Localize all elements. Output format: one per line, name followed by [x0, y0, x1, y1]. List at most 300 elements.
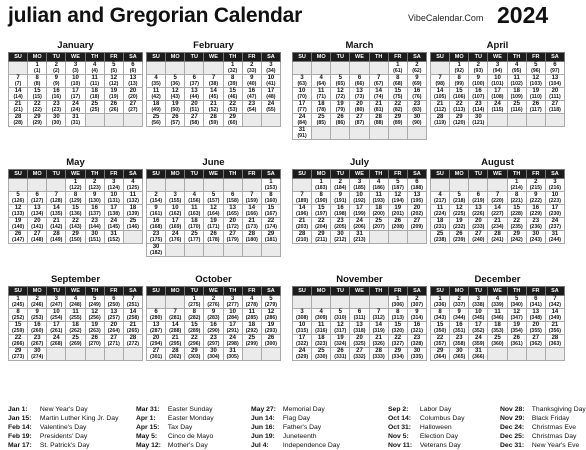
julian-day-number: (47)	[247, 94, 257, 100]
month-table	[292, 169, 427, 244]
holiday-date: Dec 25:	[500, 433, 525, 440]
weekday-header: MO	[166, 287, 185, 296]
day-number: 29	[436, 348, 444, 354]
weekday-header: TU	[185, 170, 204, 179]
day-number: 6	[357, 75, 362, 81]
day-number: 24	[298, 348, 306, 354]
day-cell	[223, 75, 242, 88]
holiday-item	[388, 414, 464, 423]
day-number: 14	[210, 88, 217, 94]
year-label: 2024	[497, 2, 549, 28]
day-cell	[350, 218, 369, 231]
weekday-header: FR	[388, 287, 407, 296]
day-number: 8	[269, 192, 273, 198]
day-cell	[261, 205, 280, 218]
julian-day-number: (227)	[491, 211, 504, 217]
julian-day-number: (104)	[548, 81, 561, 87]
day-number: 16	[413, 322, 421, 328]
day-cell	[147, 244, 166, 257]
day-cell	[9, 322, 28, 335]
day-cell	[450, 62, 469, 75]
weekday-header: SA	[261, 170, 280, 179]
day-cell	[47, 296, 66, 309]
day-cell	[388, 75, 407, 88]
holiday-item	[8, 423, 118, 432]
day-number: 7	[376, 309, 381, 315]
julian-day-number: (268)	[50, 341, 63, 347]
holiday-name: Cinco de Mayo	[166, 433, 214, 440]
holiday-name: Mother's Day	[166, 442, 208, 449]
julian-day-number: (341)	[529, 302, 542, 308]
julian-day-number: (92)	[454, 68, 464, 74]
day-number: 30	[53, 114, 60, 120]
holiday-date: Jun 19:	[251, 433, 275, 440]
julian-day-number: (271)	[107, 341, 120, 347]
day-number: 11	[494, 309, 501, 315]
day-number: 17	[298, 335, 306, 341]
day-number: 4	[131, 179, 135, 185]
julian-day-number: (362)	[529, 341, 542, 347]
day-cell	[147, 348, 166, 361]
day-cell	[261, 88, 280, 101]
day-number: 1	[230, 62, 235, 68]
day-number: 16	[210, 322, 217, 328]
weekday-header: MO	[28, 287, 47, 296]
day-cell	[545, 296, 564, 309]
julian-day-number: (28)	[13, 120, 23, 126]
day-cell	[369, 348, 388, 361]
day-number: 4	[250, 296, 254, 302]
weekday-header: WE	[66, 170, 85, 179]
julian-day-number: (75)	[393, 94, 403, 100]
day-number: 20	[129, 88, 137, 94]
julian-day-number: (120)	[453, 120, 466, 126]
day-cell	[293, 322, 312, 335]
julian-day-number: (114)	[472, 107, 485, 113]
empty-day-cell	[185, 62, 204, 75]
julian-day-number: (349)	[548, 315, 561, 321]
day-number: 29	[394, 348, 402, 354]
day-cell	[293, 218, 312, 231]
day-number: 6	[112, 296, 116, 302]
weekday-header: FR	[104, 170, 123, 179]
day-number: 23	[152, 231, 160, 237]
day-cell	[204, 75, 223, 88]
day-cell	[28, 75, 47, 88]
day-number: 27	[229, 231, 236, 237]
day-number: 18	[513, 88, 520, 94]
day-cell	[85, 322, 104, 335]
weekday-header: TH	[507, 170, 526, 179]
day-cell	[147, 114, 166, 127]
julian-day-number: (248)	[69, 302, 82, 308]
julian-day-number: (197)	[315, 211, 328, 217]
empty-day-cell	[545, 348, 564, 361]
day-cell	[293, 127, 312, 140]
weekday-header: TH	[369, 53, 388, 62]
day-number: 30	[91, 231, 98, 237]
day-number: 10	[110, 192, 118, 198]
day-number: 3	[112, 179, 116, 185]
day-cell	[312, 322, 331, 335]
julian-day-number: (273)	[12, 354, 25, 360]
day-number: 3	[300, 75, 304, 81]
day-number: 31	[298, 127, 306, 133]
julian-day-number: (283)	[207, 315, 220, 321]
day-number: 23	[413, 101, 421, 107]
empty-day-cell	[242, 114, 261, 127]
empty-day-cell	[312, 296, 331, 309]
day-cell	[526, 75, 545, 88]
empty-day-cell	[166, 62, 185, 75]
julian-day-number: (21)	[13, 107, 23, 113]
day-number: 30	[455, 348, 463, 354]
day-number: 25	[129, 218, 137, 224]
julian-day-number: (172)	[226, 224, 239, 230]
day-number: 11	[191, 205, 198, 211]
julian-day-number: (7)	[14, 81, 22, 87]
julian-day-number: (181)	[264, 237, 277, 243]
day-number: 20	[413, 205, 421, 211]
julian-day-number: (232)	[453, 224, 466, 230]
day-cell	[469, 296, 488, 309]
weekday-header: WE	[488, 53, 507, 62]
holiday-name: Halloween	[418, 424, 452, 431]
empty-day-cell	[312, 127, 331, 140]
day-cell	[293, 192, 312, 205]
day-number: 12	[337, 322, 344, 328]
day-cell	[261, 101, 280, 114]
day-number: 25	[436, 231, 444, 237]
day-cell	[9, 231, 28, 244]
day-number: 7	[376, 75, 381, 81]
holiday-name: Veterans Day	[418, 442, 461, 449]
julian-day-number: (11)	[90, 81, 100, 87]
day-cell	[166, 322, 185, 335]
day-number: 24	[171, 231, 179, 237]
julian-day-number: (328)	[410, 341, 423, 347]
julian-day-number: (91)	[297, 133, 307, 139]
holiday-date: Jun 14:	[251, 415, 275, 422]
holiday-item	[136, 405, 214, 414]
weekday-header: SU	[147, 287, 166, 296]
day-cell	[526, 309, 545, 322]
day-number: 16	[455, 322, 463, 328]
weekday-header: WE	[350, 170, 369, 179]
day-number: 11	[436, 205, 444, 211]
day-cell	[488, 88, 507, 101]
julian-day-number: (97)	[550, 68, 560, 74]
day-cell	[166, 348, 185, 361]
weekday-header: TH	[223, 53, 242, 62]
day-number: 26	[532, 101, 540, 107]
day-number: 23	[455, 335, 463, 341]
julian-day-number: (356)	[548, 328, 561, 334]
month-name: January	[57, 40, 94, 51]
day-cell	[204, 348, 223, 361]
empty-day-cell	[526, 114, 545, 127]
julian-day-number: (17)	[70, 94, 81, 100]
day-cell	[469, 309, 488, 322]
julian-day-number: (15)	[32, 94, 42, 100]
day-cell	[261, 192, 280, 205]
day-cell	[526, 218, 545, 231]
weekday-header: TU	[331, 287, 350, 296]
day-number: 15	[72, 205, 79, 211]
day-cell	[166, 192, 185, 205]
day-number: 11	[152, 88, 160, 94]
empty-day-cell	[507, 348, 526, 361]
day-number: 14	[436, 88, 444, 94]
day-number: 22	[72, 218, 79, 224]
day-cell	[488, 62, 507, 75]
weekday-header: TU	[469, 53, 488, 62]
day-number: 12	[267, 309, 275, 315]
day-cell	[223, 335, 242, 348]
weekday-header: TU	[331, 53, 350, 62]
month-name: April	[486, 40, 509, 51]
day-number: 18	[375, 205, 382, 211]
day-cell	[312, 88, 331, 101]
holiday-item	[251, 423, 340, 432]
julian-day-number: (206)	[353, 224, 366, 230]
empty-day-cell	[350, 127, 369, 140]
weekday-header: FR	[388, 53, 407, 62]
julian-day-number: (284)	[226, 315, 239, 321]
day-number: 20	[152, 335, 160, 341]
day-number: 20	[110, 322, 118, 328]
day-cell	[293, 335, 312, 348]
day-cell	[388, 218, 407, 231]
day-cell	[85, 218, 104, 231]
day-cell	[204, 114, 223, 127]
day-cell	[185, 101, 204, 114]
day-cell	[431, 88, 450, 101]
day-cell	[28, 309, 47, 322]
julian-day-number: (286)	[264, 315, 277, 321]
julian-day-number: (281)	[169, 315, 182, 321]
weekday-header: TH	[369, 170, 388, 179]
day-number: 9	[92, 192, 97, 198]
day-cell	[507, 335, 526, 348]
day-cell	[204, 322, 223, 335]
day-cell	[104, 205, 123, 218]
julian-day-number: (157)	[207, 198, 220, 204]
day-number: 19	[14, 218, 22, 224]
julian-day-number: (9)	[53, 81, 60, 87]
day-number: 30	[475, 114, 482, 120]
month-name: August	[481, 157, 514, 168]
day-number: 13	[356, 88, 363, 94]
weekday-header: MO	[450, 170, 469, 179]
julian-day-number: (200)	[372, 211, 385, 217]
julian-day-number: (4)	[91, 68, 98, 74]
julian-day-number: (73)	[354, 94, 365, 100]
day-number: 25	[248, 335, 256, 341]
day-cell	[488, 218, 507, 231]
day-number: 18	[91, 88, 98, 94]
julian-day-number: (327)	[391, 341, 404, 347]
day-number: 16	[475, 88, 482, 94]
julian-day-number: (46)	[228, 94, 238, 100]
day-cell	[204, 192, 223, 205]
day-number: 23	[475, 101, 482, 107]
julian-day-number: (202)	[410, 211, 423, 217]
holiday-date: Apr 1:	[136, 415, 156, 422]
day-cell	[9, 88, 28, 101]
day-cell	[28, 218, 47, 231]
julian-day-number: (222)	[529, 198, 542, 204]
day-cell	[545, 179, 564, 192]
julian-day-number: (212)	[334, 237, 347, 243]
day-cell	[66, 192, 85, 205]
empty-day-cell	[388, 127, 407, 140]
day-number: 7	[553, 296, 557, 302]
weekday-header: SA	[545, 287, 564, 296]
day-cell	[545, 192, 564, 205]
day-cell	[331, 88, 350, 101]
holiday-item	[251, 405, 340, 414]
julian-day-number: (253)	[31, 315, 44, 321]
day-cell	[545, 88, 564, 101]
julian-day-number: (74)	[374, 94, 384, 100]
day-number: 25	[513, 101, 520, 107]
day-cell	[450, 322, 469, 335]
julian-day-number: (136)	[69, 211, 82, 217]
day-number: 2	[457, 296, 461, 302]
julian-day-number: (289)	[188, 328, 201, 334]
julian-day-number: (174)	[264, 224, 277, 230]
julian-day-number: (314)	[410, 315, 423, 321]
holiday-name: Easter Monday	[166, 415, 214, 422]
day-number: 29	[191, 348, 198, 354]
day-number: 19	[394, 205, 402, 211]
day-number: 12	[14, 205, 22, 211]
julian-day-number: (130)	[88, 198, 101, 204]
julian-day-number: (207)	[372, 224, 385, 230]
day-number: 12	[513, 309, 520, 315]
day-number: 2	[534, 179, 538, 185]
julian-day-number: (348)	[529, 315, 542, 321]
weekday-header: MO	[312, 53, 331, 62]
day-number: 22	[394, 101, 402, 107]
holiday-name: Martin Luther King Jr. Day	[38, 415, 119, 422]
day-cell	[66, 88, 85, 101]
weekday-header: WE	[488, 170, 507, 179]
day-cell	[488, 205, 507, 218]
weekday-header: SA	[407, 170, 426, 179]
julian-day-number: (14)	[13, 94, 23, 100]
day-cell	[388, 205, 407, 218]
julian-day-number: (116)	[510, 107, 523, 113]
holiday-item	[136, 432, 214, 441]
julian-day-number: (67)	[374, 81, 384, 87]
empty-day-cell	[28, 179, 47, 192]
day-number: 26	[337, 114, 344, 120]
julian-day-number: (357)	[434, 341, 447, 347]
holiday-date: Dec 31:	[500, 442, 525, 449]
julian-day-number: (240)	[472, 237, 485, 243]
day-cell	[526, 296, 545, 309]
holiday-name: Independence Day	[281, 442, 340, 449]
day-cell	[47, 75, 66, 88]
day-number: 22	[229, 101, 236, 107]
day-number: 26	[110, 101, 118, 107]
julian-day-number: (107)	[472, 94, 485, 100]
julian-day-number: (185)	[353, 185, 366, 191]
day-cell	[9, 114, 28, 127]
day-number: 9	[534, 192, 538, 198]
day-cell	[223, 205, 242, 218]
day-cell	[488, 309, 507, 322]
day-number: 16	[152, 218, 160, 224]
day-number: 3	[495, 62, 500, 68]
julian-day-number: (87)	[354, 120, 365, 126]
day-cell	[450, 101, 469, 114]
day-number: 11	[248, 309, 255, 315]
empty-day-cell	[242, 348, 261, 361]
day-number: 20	[532, 322, 540, 328]
day-number: 18	[436, 218, 444, 224]
weekday-header: SU	[431, 287, 450, 296]
day-cell	[204, 309, 223, 322]
day-number: 23	[248, 101, 256, 107]
day-cell	[450, 205, 469, 218]
day-cell	[507, 309, 526, 322]
empty-day-cell	[507, 114, 526, 127]
julian-day-number: (113)	[453, 107, 466, 113]
day-number: 15	[191, 322, 198, 328]
julian-day-number: (60)	[228, 120, 238, 126]
day-cell	[185, 192, 204, 205]
day-number: 2	[338, 179, 343, 185]
day-cell	[123, 309, 142, 322]
julian-day-number: (137)	[88, 211, 101, 217]
julian-day-number: (151)	[88, 237, 101, 243]
weekday-header: WE	[66, 287, 85, 296]
day-number: 8	[319, 192, 323, 198]
holiday-name: Black Friday	[530, 415, 570, 422]
day-number: 15	[267, 205, 275, 211]
holiday-name: Juneteenth	[281, 433, 317, 440]
julian-day-number: (198)	[334, 211, 347, 217]
day-cell	[526, 205, 545, 218]
day-number: 11	[318, 322, 325, 328]
day-cell	[545, 309, 564, 322]
day-number: 13	[152, 322, 160, 328]
julian-day-number: (272)	[126, 341, 139, 347]
julian-day-number: (72)	[335, 94, 345, 100]
month-october	[146, 274, 281, 361]
day-number: 16	[413, 88, 421, 94]
julian-day-number: (106)	[453, 94, 466, 100]
julian-day-number: (16)	[51, 94, 61, 100]
month-table	[292, 286, 427, 361]
day-cell	[507, 322, 526, 335]
day-number: 17	[267, 88, 275, 94]
weekday-header: WE	[350, 287, 369, 296]
day-number: 22	[33, 101, 41, 107]
day-cell	[407, 335, 426, 348]
julian-day-number: (111)	[549, 94, 561, 100]
julian-day-number: (123)	[88, 185, 101, 191]
day-number: 3	[476, 296, 481, 302]
day-number: 2	[415, 296, 419, 302]
brand-label: VibeCalendar.Com	[408, 13, 484, 23]
julian-day-number: (183)	[315, 185, 328, 191]
day-number: 27	[356, 348, 363, 354]
julian-day-number: (351)	[453, 328, 466, 334]
